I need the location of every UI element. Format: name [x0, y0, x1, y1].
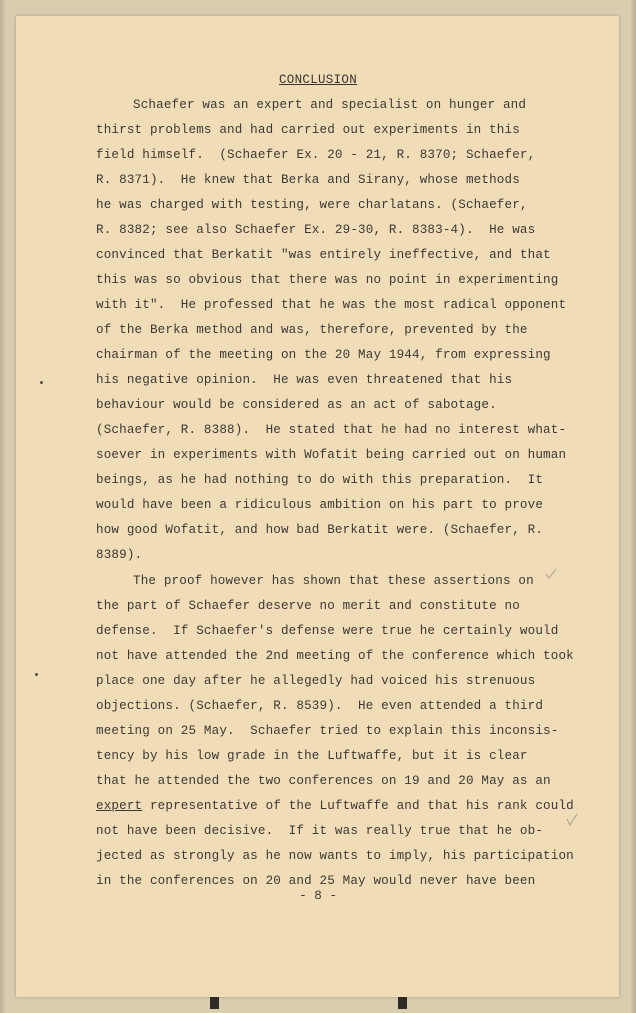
text-line: (Schaefer, R. 8388). He stated that he had no interest what-: [96, 423, 567, 437]
text-line: the part of Schaefer deserve no merit and constitute no: [96, 599, 520, 613]
text-line: objections. (Schaefer, R. 8539). He even attended a third: [96, 699, 544, 713]
pencil-check-mark-icon: [566, 814, 578, 826]
pencil-check-mark-icon: [545, 568, 557, 580]
text-span: representative of the Luftwaffe and that his rank could: [142, 799, 574, 813]
text-line: convinced that Berkatit "was entirely ineffective, and that: [96, 248, 551, 262]
text-line: [96, 799, 574, 813]
text-line: beings, as he had nothing to do with this preparation. It: [96, 473, 544, 487]
text-line: he was charged with testing, were charlatans. (Schaefer,: [96, 198, 528, 212]
text-line: Schaefer was an expert and specialist on hunger and: [133, 98, 527, 112]
underlined-word: expert: [96, 799, 143, 813]
text-line: 8389).: [96, 548, 143, 562]
text-line: The proof however has shown that these assertions on: [133, 574, 534, 588]
text-line: defense. If Schaefer's defense were true he certainly would: [96, 624, 559, 638]
text-line: how good Wofatit, and how bad Berkatit were. (Schaefer, R.: [96, 523, 544, 537]
text-line: not have been decisive. If it was really true that he ob-: [96, 824, 544, 838]
margin-mark: [35, 673, 38, 676]
text-line: R. 8382; see also Schaefer Ex. 29-30, R. 8383-4). He was: [96, 223, 536, 237]
text-line: tency by his low grade in the Luftwaffe, but it is clear: [96, 749, 528, 763]
text-line: this was so obvious that there was no point in experimenting: [96, 273, 559, 287]
text-line: R. 8371). He knew that Berka and Sirany, whose methods: [96, 173, 520, 187]
text-line: his negative opinion. He was even threatened that his: [96, 373, 513, 387]
text-line: chairman of the meeting on the 20 May 1944, from expressing: [96, 348, 551, 362]
text-line: meeting on 25 May. Schaefer tried to explain this inconsis-: [96, 724, 559, 738]
text-line: thirst problems and had carried out experiments in this: [96, 123, 520, 137]
text-line: not have attended the 2nd meeting of the conference which took: [96, 649, 574, 663]
text-line: place one day after he allegedly had voiced his strenuous: [96, 674, 536, 688]
text-line: soever in experiments with Wofatit being carried out on human: [96, 448, 567, 462]
text-line: behaviour would be considered as an act of sabotage.: [96, 398, 497, 412]
text-line: that he attended the two conferences on 19 and 20 May as an: [96, 774, 551, 788]
binder-punch-mark: [398, 997, 407, 1009]
margin-mark: [40, 381, 43, 384]
text-line: field himself. (Schaefer Ex. 20 - 21, R. 8370; Schaefer,: [96, 148, 536, 162]
document-heading: CONCLUSION: [278, 73, 357, 87]
text-line: with it". He professed that he was the most radical opponent: [96, 298, 567, 312]
page-number: - 8 -: [299, 889, 337, 903]
text-line: jected as strongly as he now wants to imply, his participation: [96, 849, 574, 863]
binder-punch-mark: [210, 997, 219, 1009]
text-line: in the conferences on 20 and 25 May would never have been: [96, 874, 536, 888]
text-line: would have been a ridiculous ambition on his part to prove: [96, 498, 544, 512]
text-line: of the Berka method and was, therefore, prevented by the: [96, 323, 528, 337]
